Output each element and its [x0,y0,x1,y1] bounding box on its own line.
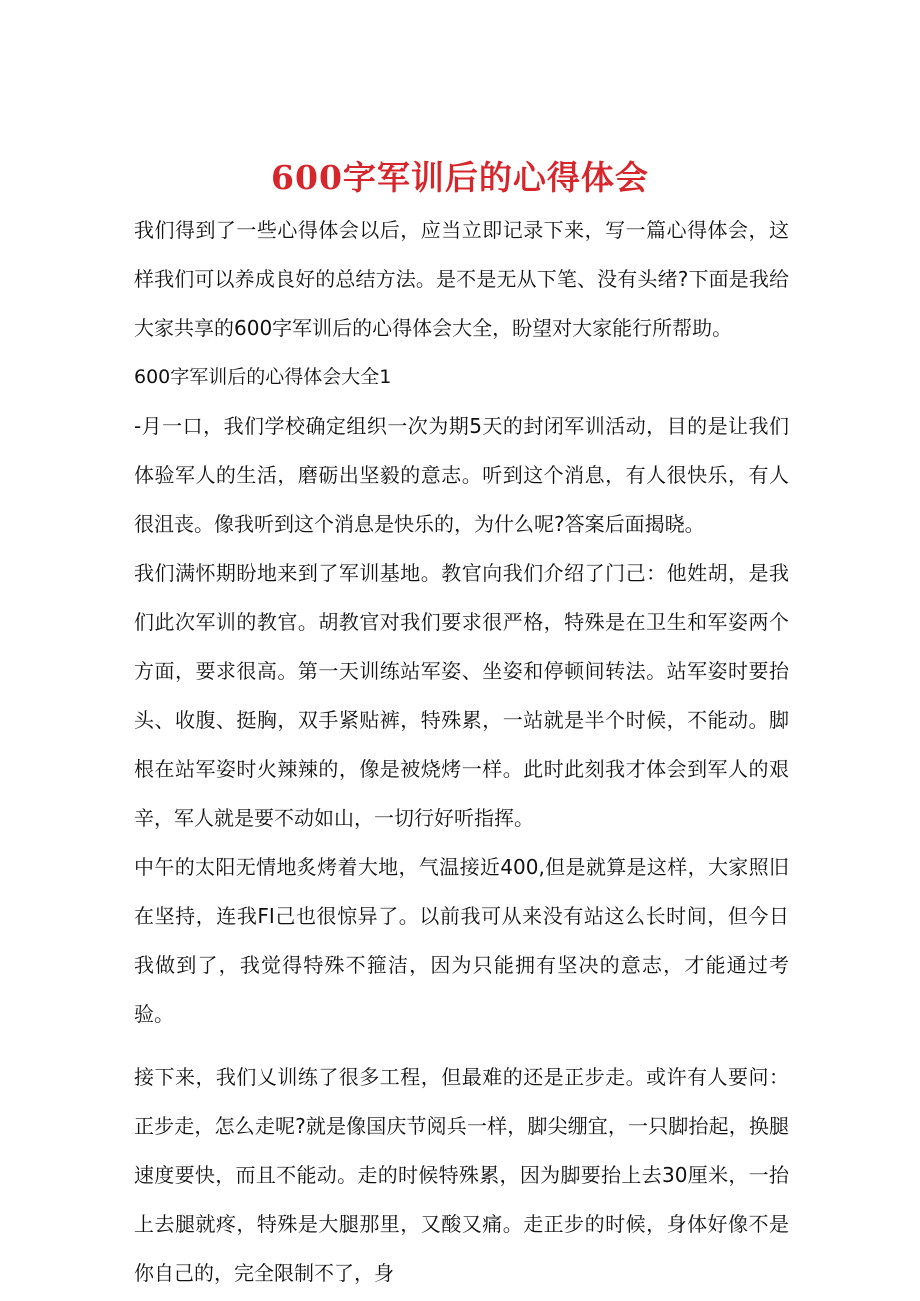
body-paragraph-2: 我们满怀期盼地来到了军训基地。教官向我们介绍了门己：他姓胡，是我们此次军训的教官。胡教官对我们要求很严格，特殊是在卫生和军姿两个方面，要求很高。第一天训练站军姿、坐姿和停顿间转法。站军姿时要抬头、收腹、挺胸，双手紧贴裤，特殊累，一站就是半个时候，不能动。脚根在站军姿时火辣辣的，像是被烧烤一样。此时此刻我才体会到军人的艰辛，军人就是要不动如山，一切行好听指挥。 [134,561,789,830]
body-paragraph-4: 接下来，我们乂训练了很多工程，但最难的还是正步走。或许有人要问：正步走，怎么走呢?就是像国庆节阅兵一样，脚尖绷宜，一只脚抬起，换腿速度要快，而且不能动。走的时候特殊累，因为脚要抬上去30厘米，一抬上去腿就疼，特殊是大腿那里，又酸又痛。走正步的时候，身体好像不是你自己的，完全限制不了，身 [134,1065,789,1285]
body-paragraph-3: 中午的太阳无情地炙烤着大地，气温接近400,但是就算是这样，大家照旧在坚持，连我FI己也很惊异了。以前我可从来没有站这么长时间，但今日我做到了，我觉得特殊不箍洁，因为只能拥有坚决的意志，才能通过考验。 [134,855,789,1026]
body-paragraph-1: -月一口，我们学校确定组织一次为期5天的封闭军训活动，目的是让我们体验军人的生活，磨砺出坚毅的意志。听到这个消息，有人很快乐，有人很沮丧。像我听到这个消息是快乐的，为什么呢?答案后面揭晓。 [134,414,789,536]
document-title: 600字军训后的心得体会 [271,158,649,198]
intro-paragraph: 我们得到了一些心得体会以后，应当立即记录下来，写一篇心得体会，这样我们可以养成良好的总结方法。是不是无从下笔、没有头绪?下面是我给大家共享的600字军训后的心得体会大全，盼望对大家能行所帮助。 [134,218,789,340]
document-body [134,206,789,1298]
section-heading: 600字军训后的心得体会大全1 [134,366,392,388]
